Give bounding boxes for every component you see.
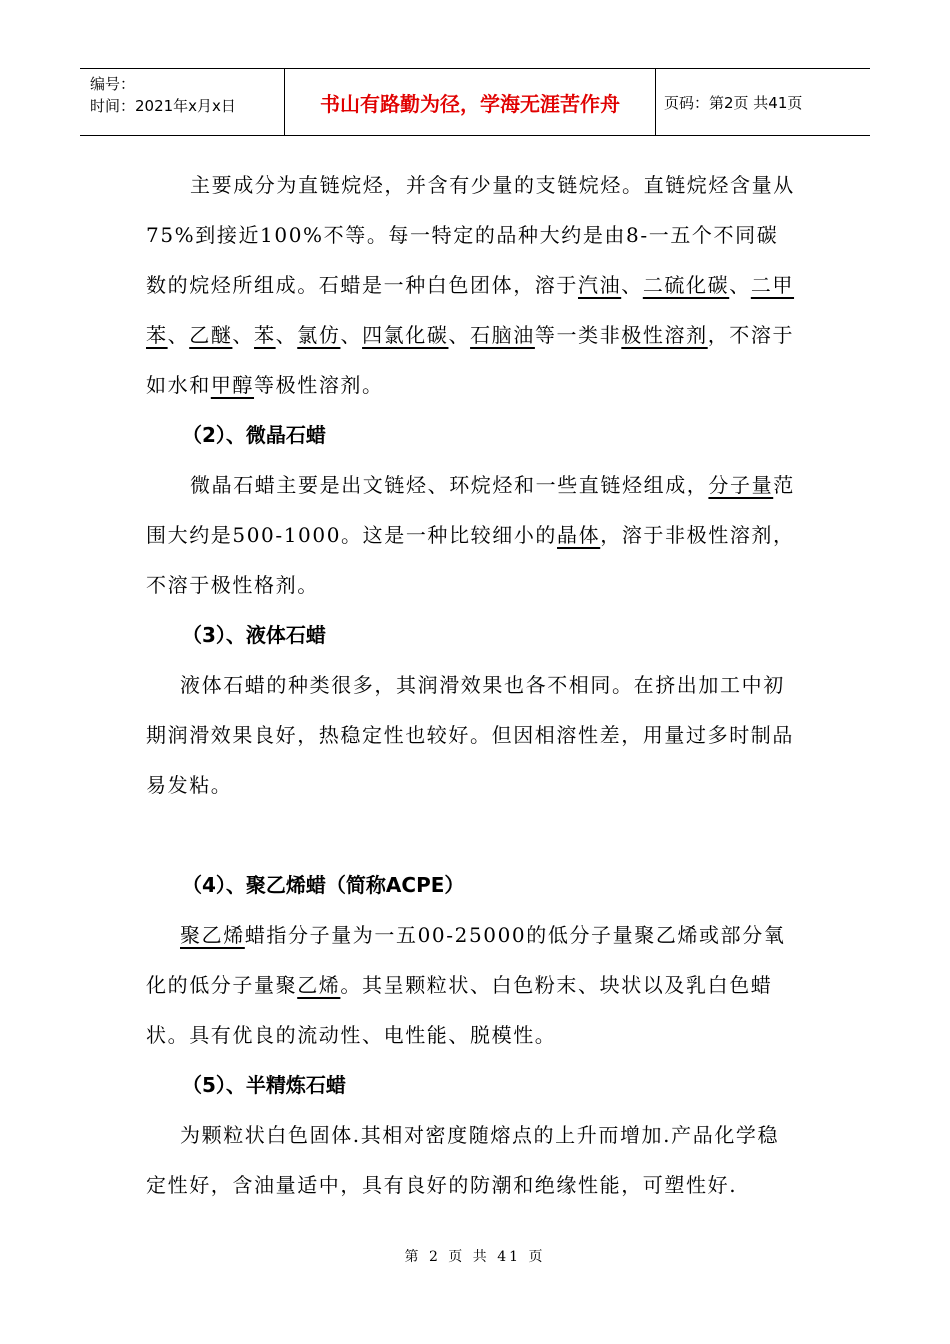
heading-semi-refined-paraffin: （5）、半精炼石蜡: [182, 1073, 346, 1097]
link-crystal[interactable]: 晶体: [557, 523, 601, 547]
page-footer: 第 2 页 共 41 页: [404, 1249, 546, 1265]
heading-microcrystalline-wax: （2）、微晶石蜡: [182, 423, 326, 447]
paragraph-paraffin: 主要成分为直链烷烃，并含有少量的支链烷烃。直链烷烃含量从75%到接近100%不等。每一特定的品种大约是由8-一五个不同碳数的烷烃所组成。石蜡是一种白色团体，溶于汽油、二硫化碳、二甲苯、乙醚、苯、氯仿、四氯化碳、石脑油等一类非极性溶剂，不溶于如水和甲醇等极性溶剂。: [146, 173, 795, 397]
heading-liquid-paraffin: （3）、液体石蜡: [182, 623, 326, 647]
paragraph-liquid-paraffin: 液体石蜡的种类很多，其润滑效果也各不相同。在挤出加工中初期润滑效果良好，热稳定性也较好。但因相溶性差，用量过多时制品易发粘。: [146, 673, 794, 797]
header-meta: [80, 69, 284, 135]
link-carbon-tetrachloride[interactable]: 四氯化碳: [362, 323, 449, 347]
link-methanol[interactable]: 甲醇: [210, 373, 255, 397]
link-gasoline[interactable]: 汽油: [578, 273, 622, 297]
number-label: 编号：: [90, 75, 136, 93]
link-ether[interactable]: 乙醚: [189, 323, 233, 347]
link-naphtha[interactable]: 石脑油: [470, 323, 535, 347]
link-carbon-disulfide[interactable]: 二硫化碳: [642, 273, 730, 297]
blank-line: [146, 810, 796, 860]
link-benzene[interactable]: 苯: [254, 323, 276, 347]
link-xylene[interactable]: 二甲苯: [146, 273, 795, 347]
paragraph-microcrystalline: 微晶石蜡主要是出文链烃、环烷烃和一些直链烃组成，分子量范围大约是500-1000。这是一种比较细小的晶体，溶于非极性溶剂，不溶于极性格剂。: [146, 473, 795, 597]
heading-polyethylene-wax: （4）、聚乙烯蜡（简称ACPE）: [182, 873, 465, 897]
paragraph-polyethylene-wax: 聚乙烯蜡指分子量为一五00-25000的低分子量聚乙烯或部分氧化的低分子量聚乙烯。其呈颗粒状、白色粉末、块状以及乳白色蜡状。具有优良的流动性、电性能、脱模性。: [146, 923, 786, 1047]
link-chloroform[interactable]: 氯仿: [297, 323, 341, 347]
link-nonpolar-solvent[interactable]: 极性溶剂: [621, 323, 708, 347]
document-body: [146, 160, 796, 1210]
link-molecular-weight[interactable]: 分子量: [708, 473, 774, 497]
paragraph-semi-refined: 为颗粒状白色固体.其相对密度随熔点的上升而增加.产品化学稳定性好，含油量适中，具有良好的防潮和绝缘性能，可塑性好.: [146, 1123, 780, 1197]
link-polyethylene[interactable]: 聚乙烯: [180, 923, 245, 947]
link-ethylene[interactable]: 乙烯: [297, 973, 341, 997]
header-motto: 书山有路勤为径，学海无涯苦作舟: [284, 69, 656, 135]
page-header: [80, 68, 870, 136]
time-label: 时间：2021年x月x日: [90, 97, 236, 115]
header-page-info: 页码：第2页 共41页: [664, 93, 803, 112]
